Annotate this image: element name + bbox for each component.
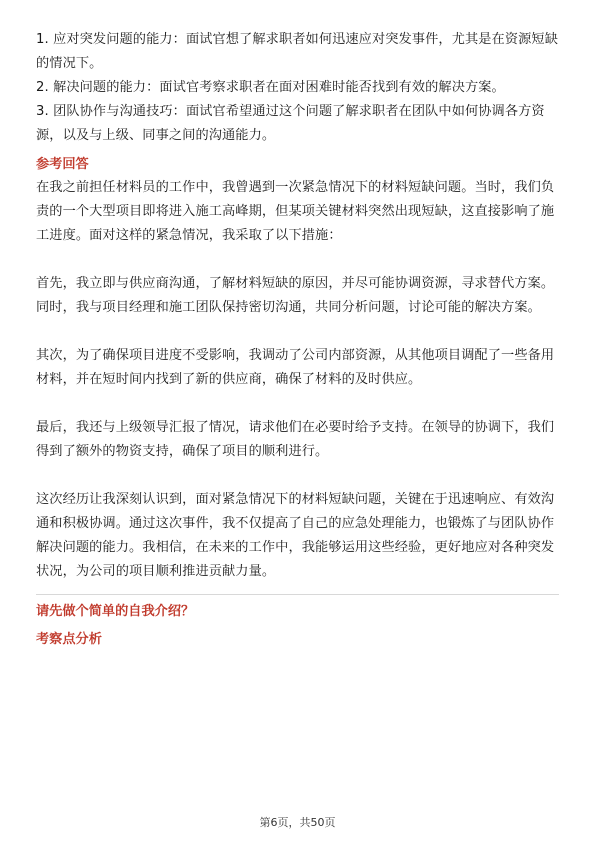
document-page bbox=[36, 28, 559, 651]
next-question-title: 请先做个简单的自我介绍？ bbox=[36, 604, 195, 619]
answer-paragraph-5: 这次经历让我深刻认识到，面对紧急情况下的材料短缺问题，关键在于迅速响应、有效沟通和积极协调。通过这次事件，我不仅提高了自己的应急处理能力，也锻炼了与团队协作解决问题的能力。我相信，在未来的工作中，我能够运用这些经验，更好地应对各种突发状况，为公司的项目顺利推进贡献力量。 bbox=[36, 492, 555, 579]
section-divider bbox=[36, 594, 559, 595]
reference-answer-heading: 参考回答 bbox=[36, 157, 89, 172]
criteria-item-3: 3. 团队协作与沟通技巧：面试官希望通过这个问题了解求职者在团队中如何协调各方资源，以及与上级、同事之间的沟通能力。 bbox=[36, 104, 545, 143]
criteria-item-2: 2. 解决问题的能力：面试官考察求职者在面对困难时能否找到有效的解决方案。 bbox=[36, 80, 505, 95]
answer-paragraph-4: 最后，我还与上级领导汇报了情况，请求他们在必要时给予支持。在领导的协调下，我们得到了额外的物资支持，确保了项目的顺利进行。 bbox=[36, 420, 555, 459]
criteria-item-1: 1. 应对突发问题的能力：面试官想了解求职者如何迅速应对突发事件，尤其是在资源短缺的情况下。 bbox=[36, 32, 558, 71]
answer-paragraph-2: 首先，我立即与供应商沟通，了解材料短缺的原因，并尽可能协调资源，寻求替代方案。同时，我与项目经理和施工团队保持密切沟通，共同分析问题，讨论可能的解决方案。 bbox=[36, 276, 555, 315]
answer-paragraph-1: 在我之前担任材料员的工作中，我曾遇到一次紧急情况下的材料短缺问题。当时，我们负责的一个大型项目即将进入施工高峰期，但某项关键材料突然出现短缺，这直接影响了施工进度。面对这样的紧急情况，我采取了以下措施： bbox=[36, 180, 555, 243]
analysis-heading: 考察点分析 bbox=[36, 632, 102, 647]
page-footer: 第6页，共50页 bbox=[259, 816, 336, 829]
answer-paragraph-3: 其次，为了确保项目进度不受影响，我调动了公司内部资源，从其他项目调配了一些备用材料，并在短时间内找到了新的供应商，确保了材料的及时供应。 bbox=[36, 348, 555, 387]
